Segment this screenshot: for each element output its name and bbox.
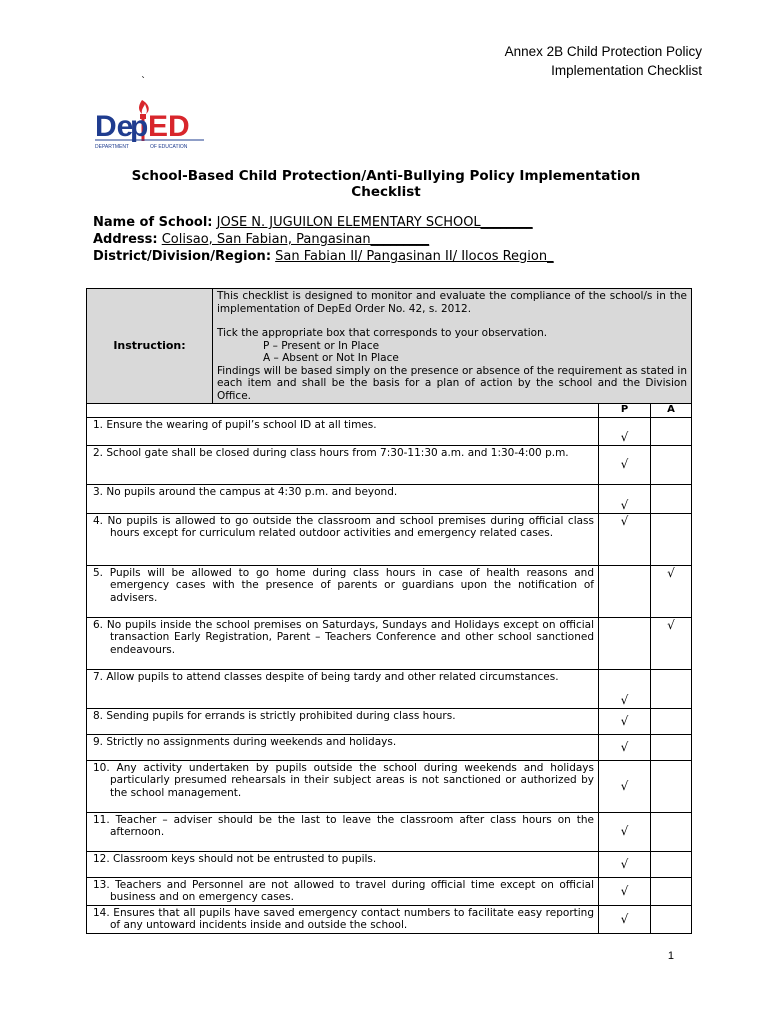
legend-absent: A – Absent or Not In Place <box>263 352 399 364</box>
item-text: 3. No pupils around the campus at 4:30 p.m. and beyond. <box>93 485 398 498</box>
school-name-value: JOSE N. JUGUILON ELEMENTARY SCHOOL________ <box>216 215 533 230</box>
svg-text:ED: ED <box>148 110 190 143</box>
item-text: 9. Strictly no assignments during weekends and holidays. <box>93 735 397 748</box>
title-line-1: School-Based Child Protection/Anti-Bullying Policy Implementation <box>131 168 641 184</box>
checklist-item-text <box>87 417 599 445</box>
checklist-row <box>87 708 692 734</box>
item-text: 11. Teacher – adviser should be the last to leave the classroom after class hours on the afternoon. <box>93 813 594 838</box>
absent-checkbox[interactable] <box>651 417 692 445</box>
checklist-row <box>87 669 692 708</box>
present-checkbox[interactable]: √ <box>599 445 651 484</box>
checklist-row <box>87 760 692 812</box>
present-checkbox[interactable]: √ <box>599 905 651 933</box>
item-text: 14. Ensures that all pupils have saved emergency contact numbers to facilitate easy reporting of any untoward incidents inside and outside the school. <box>93 906 594 931</box>
logo-subtitle-right: OF EDUCATION <box>150 144 188 150</box>
checklist-row <box>87 445 692 484</box>
absent-checkbox[interactable] <box>651 484 692 513</box>
checklist-table <box>86 288 692 934</box>
address-value: Colisao, San Fabian, Pangasinan_________ <box>161 232 430 247</box>
instruction-paragraph-2: Tick the appropriate box that corresponds to your observation. <box>217 327 548 339</box>
present-checkbox[interactable]: √ <box>599 484 651 513</box>
absent-checkbox[interactable] <box>651 760 692 812</box>
checklist-item-text <box>87 445 599 484</box>
instruction-text <box>213 289 692 404</box>
present-checkbox[interactable]: √ <box>599 760 651 812</box>
item-text: 4. No pupils is allowed to go outside the classroom and school premises during official class hours except for curriculum related outdoor activities and emergency related cases. <box>93 514 594 539</box>
checklist-item-text <box>87 812 599 851</box>
item-text: 1. Ensure the wearing of pupil’s school ID at all times. <box>93 418 377 431</box>
absent-checkbox[interactable] <box>651 669 692 708</box>
column-header-p: P <box>599 404 651 418</box>
instruction-paragraph-1: This checklist is designed to monitor and evaluate the compliance of the school/s in the implementation of DepEd Order No. 42, s. 2012. <box>217 290 688 315</box>
column-header-a: A <box>651 404 692 418</box>
item-text: 7. Allow pupils to attend classes despite of being tardy and other related circumstances. <box>93 670 559 683</box>
checklist-item-text <box>87 617 599 669</box>
present-checkbox[interactable]: √ <box>599 812 651 851</box>
annex-line-1: Annex 2B Child Protection Policy <box>504 44 702 59</box>
column-header-row <box>87 404 692 418</box>
address-row <box>93 231 554 248</box>
checklist-row <box>87 877 692 905</box>
present-checkbox[interactable]: √ <box>599 708 651 734</box>
checklist-row <box>87 565 692 617</box>
item-text: 13. Teachers and Personnel are not allowed to travel during official time except on official business and on emergency cases. <box>93 878 594 903</box>
checklist-row <box>87 513 692 565</box>
present-checkbox[interactable]: √ <box>599 669 651 708</box>
absent-checkbox[interactable] <box>651 905 692 933</box>
page-number: 1 <box>667 950 674 962</box>
checklist-item-text <box>87 708 599 734</box>
instruction-label: Instruction: <box>87 289 213 404</box>
absent-checkbox[interactable] <box>651 877 692 905</box>
checklist-row <box>87 734 692 760</box>
checklist-item-text <box>87 669 599 708</box>
item-text: 8. Sending pupils for errands is strictly prohibited during class hours. <box>93 709 456 722</box>
instruction-row <box>87 289 692 404</box>
school-name-row <box>93 214 554 231</box>
item-text: 12. Classroom keys should not be entrusted to pupils. <box>93 852 377 865</box>
legend-present: P – Present or In Place <box>263 339 380 352</box>
item-text: 2. School gate shall be closed during class hours from 7:30-11:30 a.m. and 1:30-4:00 p.m. <box>93 446 569 459</box>
title-line-2: Checklist <box>351 184 421 200</box>
absent-checkbox[interactable] <box>651 851 692 877</box>
checklist-row <box>87 417 692 445</box>
checklist-item-text <box>87 734 599 760</box>
present-checkbox[interactable]: √ <box>599 734 651 760</box>
checklist-item-text <box>87 760 599 812</box>
annex-line-2: Implementation Checklist <box>551 63 702 78</box>
absent-checkbox[interactable] <box>651 708 692 734</box>
present-checkbox[interactable] <box>599 617 651 669</box>
address-label: Address: <box>93 232 158 247</box>
absent-checkbox[interactable]: √ <box>651 617 692 669</box>
instruction-paragraph-3: Findings will be based simply on the presence or absence of the requirement as stated in each item and shall be the basis for a plan of action by the school and the Division Office. <box>217 364 688 402</box>
svg-text:De: De <box>95 110 134 143</box>
district-row <box>93 248 554 265</box>
absent-checkbox[interactable] <box>651 734 692 760</box>
checklist-item-text <box>87 565 599 617</box>
present-checkbox[interactable]: √ <box>599 513 651 565</box>
checklist-row <box>87 812 692 851</box>
svg-text:p: p <box>130 110 149 143</box>
checklist-item-text <box>87 513 599 565</box>
present-checkbox[interactable]: √ <box>599 877 651 905</box>
absent-checkbox[interactable] <box>651 513 692 565</box>
deped-logo <box>94 96 208 158</box>
absent-checkbox[interactable] <box>651 445 692 484</box>
document-title <box>90 168 682 200</box>
absent-checkbox[interactable] <box>651 812 692 851</box>
absent-checkbox[interactable]: √ <box>651 565 692 617</box>
present-checkbox[interactable]: √ <box>599 851 651 877</box>
present-checkbox[interactable] <box>599 565 651 617</box>
stray-mark: ` <box>141 76 146 87</box>
item-text: 10. Any activity undertaken by pupils outside the school during weekends and holidays particularly presumed rehearsals in their subject areas is not sanctioned or authorized by the school management. <box>93 761 594 799</box>
checklist-row <box>87 851 692 877</box>
checklist-item-text <box>87 905 599 933</box>
column-header-blank <box>87 404 599 418</box>
school-info <box>93 214 554 265</box>
school-name-label: Name of School: <box>93 215 213 230</box>
district-value: San Fabian II/ Pangasinan II/ Ilocos Region_ <box>275 249 554 264</box>
logo-subtitle-left: DEPARTMENT <box>95 144 129 150</box>
checklist-item-text <box>87 484 599 513</box>
checklist-row <box>87 484 692 513</box>
district-label: District/Division/Region: <box>93 249 272 264</box>
checklist-item-text <box>87 851 599 877</box>
item-text: 6. No pupils inside the school premises on Saturdays, Sundays and Holidays except on official transaction Early Registration, Parent – Teachers Conference and other school sanctioned endeavours. <box>93 618 594 656</box>
annex-header <box>505 42 702 80</box>
item-text: 5. Pupils will be allowed to go home during class hours in case of health reasons and emergency cases with the presence of parents or guardians upon the notification of advisers. <box>93 566 594 604</box>
checklist-row <box>87 617 692 669</box>
present-checkbox[interactable]: √ <box>599 417 651 445</box>
checklist-row <box>87 905 692 933</box>
checklist-item-text <box>87 877 599 905</box>
